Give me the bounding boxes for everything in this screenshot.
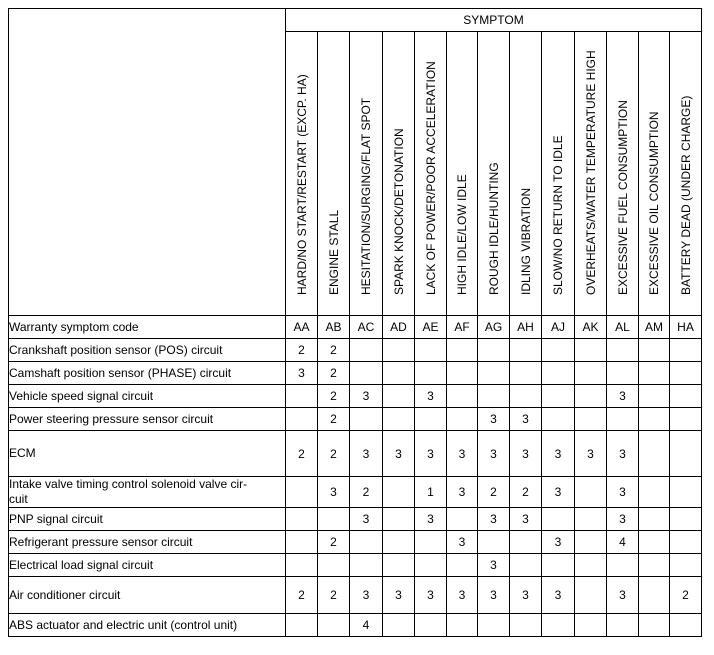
row-label: ECM <box>9 431 286 477</box>
table-cell <box>670 531 702 554</box>
column-header-aj <box>542 32 575 316</box>
table-cell: 2 <box>286 431 318 477</box>
table-cell: 3 <box>542 577 575 614</box>
table-cell: 2 <box>318 531 350 554</box>
table-cell <box>318 554 350 577</box>
table-cell: 3 <box>542 531 575 554</box>
table-cell <box>350 408 383 431</box>
table-cell: 3 <box>478 577 510 614</box>
table-cell <box>415 362 447 385</box>
table-cell <box>542 362 575 385</box>
table-cell: 3 <box>478 431 510 477</box>
column-header-ag <box>478 32 510 316</box>
table-cell <box>607 554 639 577</box>
table-cell <box>415 408 447 431</box>
table-cell <box>639 554 670 577</box>
table-cell: 2 <box>318 408 350 431</box>
table-cell: 3 <box>478 508 510 531</box>
row-label: Refrigerant pressure sensor circuit <box>9 531 286 554</box>
table-cell <box>383 477 415 508</box>
table-cell <box>447 614 478 637</box>
table-cell <box>607 614 639 637</box>
table-cell <box>670 362 702 385</box>
table-cell: 3 <box>575 431 607 477</box>
table-cell: 2 <box>510 477 542 508</box>
table-cell <box>670 431 702 477</box>
table-cell <box>575 614 607 637</box>
column-header-am <box>639 32 670 316</box>
column-header-label: EXCESSIVE FUEL CONSUMPTION <box>615 100 630 295</box>
table-cell <box>510 614 542 637</box>
table-cell <box>575 385 607 408</box>
table-cell <box>383 614 415 637</box>
table-cell <box>383 554 415 577</box>
row-label: Electrical load signal circuit <box>9 554 286 577</box>
table-cell <box>670 508 702 531</box>
symptom-code: AF <box>447 316 478 339</box>
column-header-ha <box>670 32 702 316</box>
row-label: Camshaft position sensor (PHASE) circuit <box>9 362 286 385</box>
table-cell <box>575 554 607 577</box>
table-cell <box>383 362 415 385</box>
table-cell: 3 <box>607 477 639 508</box>
column-header-label: SPARK KNOCK/DETONATION <box>391 128 406 295</box>
warranty-code-row <box>9 316 702 339</box>
table-cell: 3 <box>607 431 639 477</box>
table-cell: 3 <box>607 508 639 531</box>
table-cell: 3 <box>350 431 383 477</box>
symptom-code: AD <box>383 316 415 339</box>
column-header-label: IDLING VIBRATION <box>518 187 533 295</box>
table-cell <box>478 339 510 362</box>
table-cell: 3 <box>415 508 447 531</box>
table-cell <box>383 408 415 431</box>
table-cell <box>639 508 670 531</box>
symptom-code: AG <box>478 316 510 339</box>
column-header-label: HESITATION/SURGING/FLAT SPOT <box>359 97 373 295</box>
table-cell <box>510 362 542 385</box>
table-row <box>9 614 702 637</box>
table-cell <box>286 531 318 554</box>
symptom-code: AB <box>318 316 350 339</box>
table-cell: 1 <box>415 477 447 508</box>
column-header-af <box>447 32 478 316</box>
table-cell <box>383 508 415 531</box>
table-cell <box>383 531 415 554</box>
table-cell <box>639 577 670 614</box>
table-cell <box>670 408 702 431</box>
table-cell <box>286 614 318 637</box>
table-cell <box>478 362 510 385</box>
table-cell <box>286 508 318 531</box>
table-corner <box>9 9 286 316</box>
symptom-title: SYMPTOM <box>286 9 702 32</box>
row-label: Warranty symptom code <box>9 316 286 339</box>
table-cell: 2 <box>318 385 350 408</box>
table-cell <box>383 339 415 362</box>
table-cell: 3 <box>383 577 415 614</box>
table-cell: 3 <box>447 431 478 477</box>
column-header-label: HARD/NO START/RESTART (EXCP. HA) <box>294 74 309 295</box>
table-row <box>9 531 702 554</box>
row-label: Air conditioner circuit <box>9 577 286 614</box>
table-cell: 2 <box>318 339 350 362</box>
table-row <box>9 477 702 508</box>
table-cell <box>510 339 542 362</box>
column-header-ab <box>318 32 350 316</box>
table-cell <box>542 408 575 431</box>
table-cell <box>639 614 670 637</box>
table-cell: 3 <box>350 508 383 531</box>
column-header-aa <box>286 32 318 316</box>
symptom-code: AM <box>639 316 670 339</box>
table-cell <box>383 385 415 408</box>
table-cell <box>639 431 670 477</box>
table-cell: 3 <box>350 385 383 408</box>
row-label: Power steering pressure sensor circuit <box>9 408 286 431</box>
table-cell <box>478 614 510 637</box>
table-cell: 3 <box>415 385 447 408</box>
column-header-ak <box>575 32 607 316</box>
row-label: PNP signal circuit <box>9 508 286 531</box>
table-cell <box>639 385 670 408</box>
column-header-ae <box>415 32 447 316</box>
table-cell <box>607 408 639 431</box>
table-cell: 3 <box>478 554 510 577</box>
table-cell: 3 <box>510 408 542 431</box>
table-cell <box>447 554 478 577</box>
row-label: ABS actuator and electric unit (control unit) <box>9 614 286 637</box>
table-cell: 2 <box>286 339 318 362</box>
table-cell <box>447 408 478 431</box>
table-cell <box>286 554 318 577</box>
symptom-table <box>8 8 702 637</box>
table-row <box>9 362 702 385</box>
table-cell <box>670 614 702 637</box>
table-cell <box>447 339 478 362</box>
table-cell <box>510 385 542 408</box>
table-cell <box>478 385 510 408</box>
table-cell <box>286 408 318 431</box>
table-cell: 3 <box>286 362 318 385</box>
table-cell: 3 <box>415 577 447 614</box>
table-cell <box>350 339 383 362</box>
table-cell <box>575 408 607 431</box>
table-cell: 3 <box>542 477 575 508</box>
table-cell: 4 <box>350 614 383 637</box>
table-cell <box>575 477 607 508</box>
title-row <box>9 9 702 32</box>
column-header-label: EXCESSIVE OIL CONSUMPTION <box>647 111 661 295</box>
column-header-label: ROUGH IDLE/HUNTING <box>486 162 501 295</box>
table-cell: 3 <box>510 431 542 477</box>
table-cell <box>350 531 383 554</box>
row-label: Intake valve timing control solenoid valve cir- cuit <box>9 477 286 508</box>
table-cell <box>510 531 542 554</box>
table-cell: 3 <box>415 431 447 477</box>
table-cell <box>542 339 575 362</box>
table-cell <box>510 554 542 577</box>
symptom-code: AJ <box>542 316 575 339</box>
table-cell <box>575 531 607 554</box>
table-cell <box>415 614 447 637</box>
column-header-label: HIGH IDLE/LOW IDLE <box>455 174 469 295</box>
table-row <box>9 339 702 362</box>
table-cell <box>575 508 607 531</box>
table-cell: 2 <box>286 577 318 614</box>
column-header-label: OVERHEATS/WATER TEMPERATURE HIGH <box>583 50 598 295</box>
symptom-code: AK <box>575 316 607 339</box>
table-cell: 3 <box>350 577 383 614</box>
column-header-ac <box>350 32 383 316</box>
table-cell <box>575 577 607 614</box>
table-cell: 2 <box>350 477 383 508</box>
column-header-label: ENGINE STALL <box>326 209 341 295</box>
column-header-al <box>607 32 639 316</box>
table-cell <box>447 508 478 531</box>
table-cell: 3 <box>510 508 542 531</box>
table-cell: 2 <box>318 577 350 614</box>
column-header-label: SLOW/NO RETURN TO IDLE <box>551 135 565 295</box>
table-row <box>9 408 702 431</box>
row-label: Vehicle speed signal circuit <box>9 385 286 408</box>
table-cell <box>318 614 350 637</box>
table-row <box>9 385 702 408</box>
table-cell <box>542 508 575 531</box>
table-cell: 4 <box>607 531 639 554</box>
table-cell <box>318 508 350 531</box>
table-cell <box>575 362 607 385</box>
table-cell <box>639 477 670 508</box>
symptom-code: HA <box>670 316 702 339</box>
table-cell <box>447 362 478 385</box>
table-cell <box>542 614 575 637</box>
table-cell <box>447 385 478 408</box>
table-cell: 3 <box>478 408 510 431</box>
table-cell <box>575 339 607 362</box>
table-cell <box>542 385 575 408</box>
table-cell <box>670 554 702 577</box>
table-cell: 2 <box>478 477 510 508</box>
table-cell <box>670 477 702 508</box>
table-cell <box>286 477 318 508</box>
table-cell <box>607 339 639 362</box>
column-header-label: LACK OF POWER/POOR ACCELERATION <box>423 61 438 295</box>
symptom-code: AA <box>286 316 318 339</box>
table-row <box>9 508 702 531</box>
table-cell <box>639 531 670 554</box>
table-cell <box>415 531 447 554</box>
table-cell: 3 <box>318 477 350 508</box>
row-label: Crankshaft position sensor (POS) circuit <box>9 339 286 362</box>
table-cell: 2 <box>670 577 702 614</box>
table-cell: 3 <box>607 385 639 408</box>
column-header-ad <box>383 32 415 316</box>
table-cell: 2 <box>318 362 350 385</box>
table-cell <box>670 385 702 408</box>
symptom-code: AE <box>415 316 447 339</box>
table-cell: 3 <box>383 431 415 477</box>
table-row <box>9 577 702 614</box>
table-cell <box>542 554 575 577</box>
column-header-ah <box>510 32 542 316</box>
table-cell: 3 <box>542 431 575 477</box>
table-cell <box>639 408 670 431</box>
table-cell: 2 <box>318 431 350 477</box>
table-cell <box>415 554 447 577</box>
symptom-code: AL <box>607 316 639 339</box>
table-cell <box>607 362 639 385</box>
table-cell <box>639 362 670 385</box>
table-cell <box>415 339 447 362</box>
table-cell: 3 <box>607 577 639 614</box>
column-header-label: BATTERY DEAD (UNDER CHARGE) <box>678 95 693 295</box>
table-row <box>9 554 702 577</box>
table-cell <box>350 362 383 385</box>
table-cell <box>350 554 383 577</box>
table-cell <box>639 339 670 362</box>
table-row <box>9 431 702 477</box>
symptom-code: AC <box>350 316 383 339</box>
table-cell: 3 <box>447 531 478 554</box>
symptom-code: AH <box>510 316 542 339</box>
table-cell: 3 <box>510 577 542 614</box>
table-cell <box>286 385 318 408</box>
table-cell: 3 <box>447 577 478 614</box>
table-cell <box>670 339 702 362</box>
table-cell: 3 <box>447 477 478 508</box>
table-cell <box>478 531 510 554</box>
